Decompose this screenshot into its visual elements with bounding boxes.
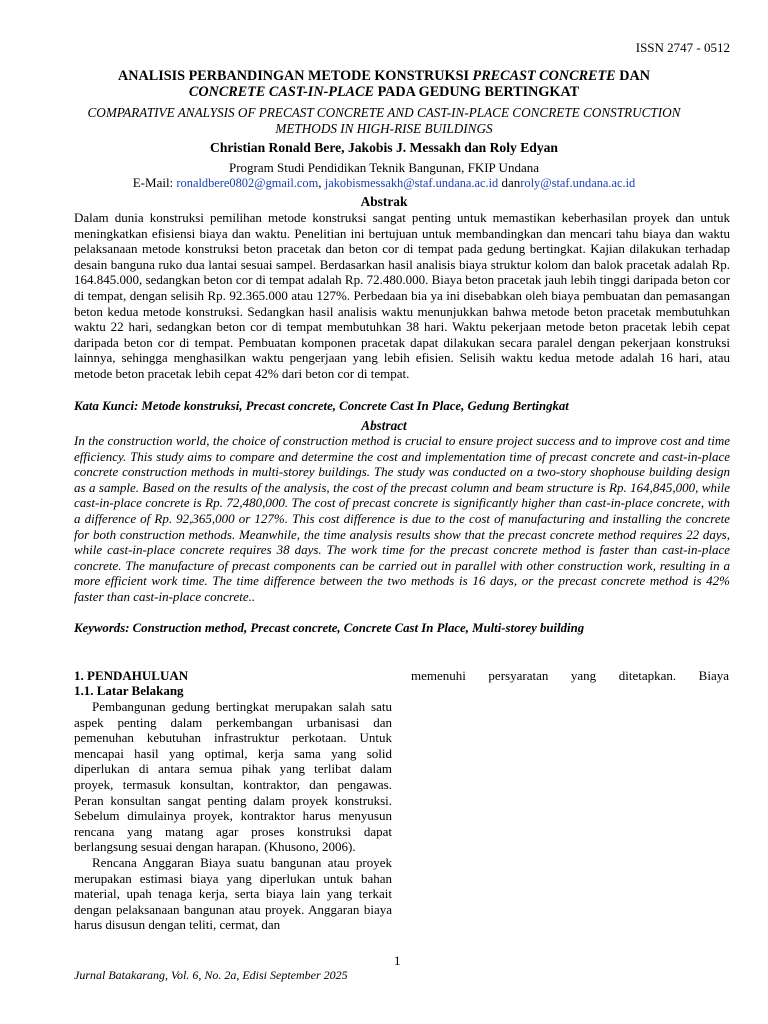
body-column-left [74,699,392,933]
affiliation: Program Studi Pendidikan Teknik Bangunan, FKIP Undana [229,160,539,175]
body-column-right: memenuhi persyaratan yang ditetapkan. Biaya [411,668,729,683]
title-part-italic: PRECAST CONCRETE [472,68,616,84]
title-part: DAN [615,68,650,84]
title-part-italic: CONCRETE CAST-IN-PLACE [188,84,375,100]
title-part: ANALISIS PERBANDINGAN METODE KONSTRUKSI [118,68,473,84]
english-title: COMPARATIVE ANALYSIS OF PRECAST CONCRETE AND CAST-IN-PLACE CONCRETE CONSTRUCTION METHODS IN HIGH-RISE BUILDINGS [87,105,681,136]
email-separator: , [318,175,325,190]
journal-footer: Jurnal Batakarang, Vol. 6, No. 2a, Edisi September 2025 [74,968,348,982]
email-link-3[interactable]: roly@staf.undana.ac.id [520,176,636,190]
body-paragraph: Pembangunan gedung bertingkat merupakan salah satu aspek penting dalam perkembangan urbanisasi dan pemenuhan kebutuhan infrastruktur perkotaan. Untuk mencapai hasil yang optimal, kerja sama yang solid diperlukan di antara semua pihak yang terlibat dalam proyek, termasuk konsultan, kontraktor, dan pengawas. Peran konsultan sangat penting dalam proyek konstruksi. Sebelum dimulainya proyek, kontraktor harus menyusun rencana yang matang agar proses konstruksi dapat berlangsung sesuai dengan harapan. (Khusono, 2006). [74,699,392,855]
keywords: Keywords: Construction method, Precast concrete, Concrete Cast In Place, Multi-storey building [74,621,585,635]
email-line [74,175,694,191]
abstrak-text: Dalam dunia konstruksi pemilihan metode konstruksi sangat penting untuk memastikan keberhasilan proyek dan untuk meningkatkan efisiensi biaya dan waktu. Penelitian ini bertujuan untuk membandingkan dan mencari tahu biaya dan waktu pelaksanaan metode konstruksi beton pracetak dan beton cor di tempat pada gedung bertingkat. Kajian dilakukan terhadap desain banguna ruko dua lantai sesuai sampel. Berdasarkan hasil analisis biaya struktur kolom dan balok pracetak adalah Rp. 164.845.000, sedangkan beton cor di tempat adalah Rp. 72.480.000. Biaya beton pracetak jauh lebih tinggi daripada beton cor di tempat, dengan selisih Rp. 92.365.000 atau 127%. Perbedaan bia ya ini disebabkan oleh biaya pembuatan dan pemasangan beton kedua metode konstruksi. Sedangkan hasil analisis waktu menunjukkan bahwa metode beton pracetak membutuhkan waktu 22 hari, sedangkan beton cor di tempat membutuhkan 38 hari. Waktu pekerjaan metode beton pracetak lebih cepat daripada beton cor di tempat. Pembuatan komponen pracetak dapat dilakukan secara paralel dengan pekerjaan konstruksi lainnya, sehingga menghasilkan waktu pengerjaan yang lebih efisien. Selisih waktu kedua metode adalah 16 hari, atau metode beton pracetak lebih cepat 42% dari beton cor di tempat. [74,210,730,381]
title-part: PADA GEDUNG BERTINGKAT [374,84,580,100]
paper-title [74,68,694,100]
kata-kunci: Kata Kunci: Metode konstruksi, Precast concrete, Concrete Cast In Place, Gedung Bertingkat [74,399,569,413]
abstract-text: In the construction world, the choice of construction method is crucial to ensure project success and to improve cost and time efficiency. This study aims to compare and determine the cost and implementation time of precast concrete and cast-in-place concrete construction methods in multi-storey buildings. The study was conducted on a two-story shophouse building design as a sample. Based on the results of the analysis, the cost of the precast column and beam structure is Rp. 164,845,000, while cast-in-place concrete is Rp. 72,480,000. The cost of precast concrete is significantly higher than cast-in-place concrete, with a difference of Rp. 92,365,000 or 127%. This cost difference is due to the cost of manufacturing and installing the concrete for both construction methods. Meanwhile, the time analysis results show that the precast concrete method requires 22 days, while cast-in-place concrete requires 38 days. The work time for the precast concrete method is faster than cast-in-place concrete. The manufacture of precast components can be carried out in parallel with other construction work, resulting in a more efficient work time. The time difference between the two methods is 16 days, or the precast concrete method is 42% faster than cast-in-place concrete.. [74,433,730,604]
abstract-heading: Abstract [361,418,407,433]
authors: Christian Ronald Bere, Jakobis J. Messakh dan Roly Edyan [210,140,558,155]
section-heading: 1. PENDAHULUAN [74,668,189,683]
email-separator: dan [498,175,521,190]
abstrak-heading: Abstrak [360,194,408,209]
issn-number: ISSN 2747 - 0512 [635,40,730,55]
subsection-heading: 1.1. Latar Belakang [74,683,184,698]
page-number: 1 [394,953,401,968]
email-link-1[interactable]: ronaldbere0802@gmail.com [176,176,319,190]
body-paragraph: Rencana Anggaran Biaya suatu bangunan atau proyek merupakan estimasi biaya yang diperlukan untuk bahan material, upah tenaga kerja, serta biaya lain yang terkait dengan pelaksanaan bangunan atau proyek. Anggaran biaya harus disusun dengan teliti, cermat, dan [74,854,392,933]
email-link-2[interactable]: jakobismessakh@staf.undana.ac.id [324,176,499,190]
email-label: E-Mail: [132,175,177,190]
